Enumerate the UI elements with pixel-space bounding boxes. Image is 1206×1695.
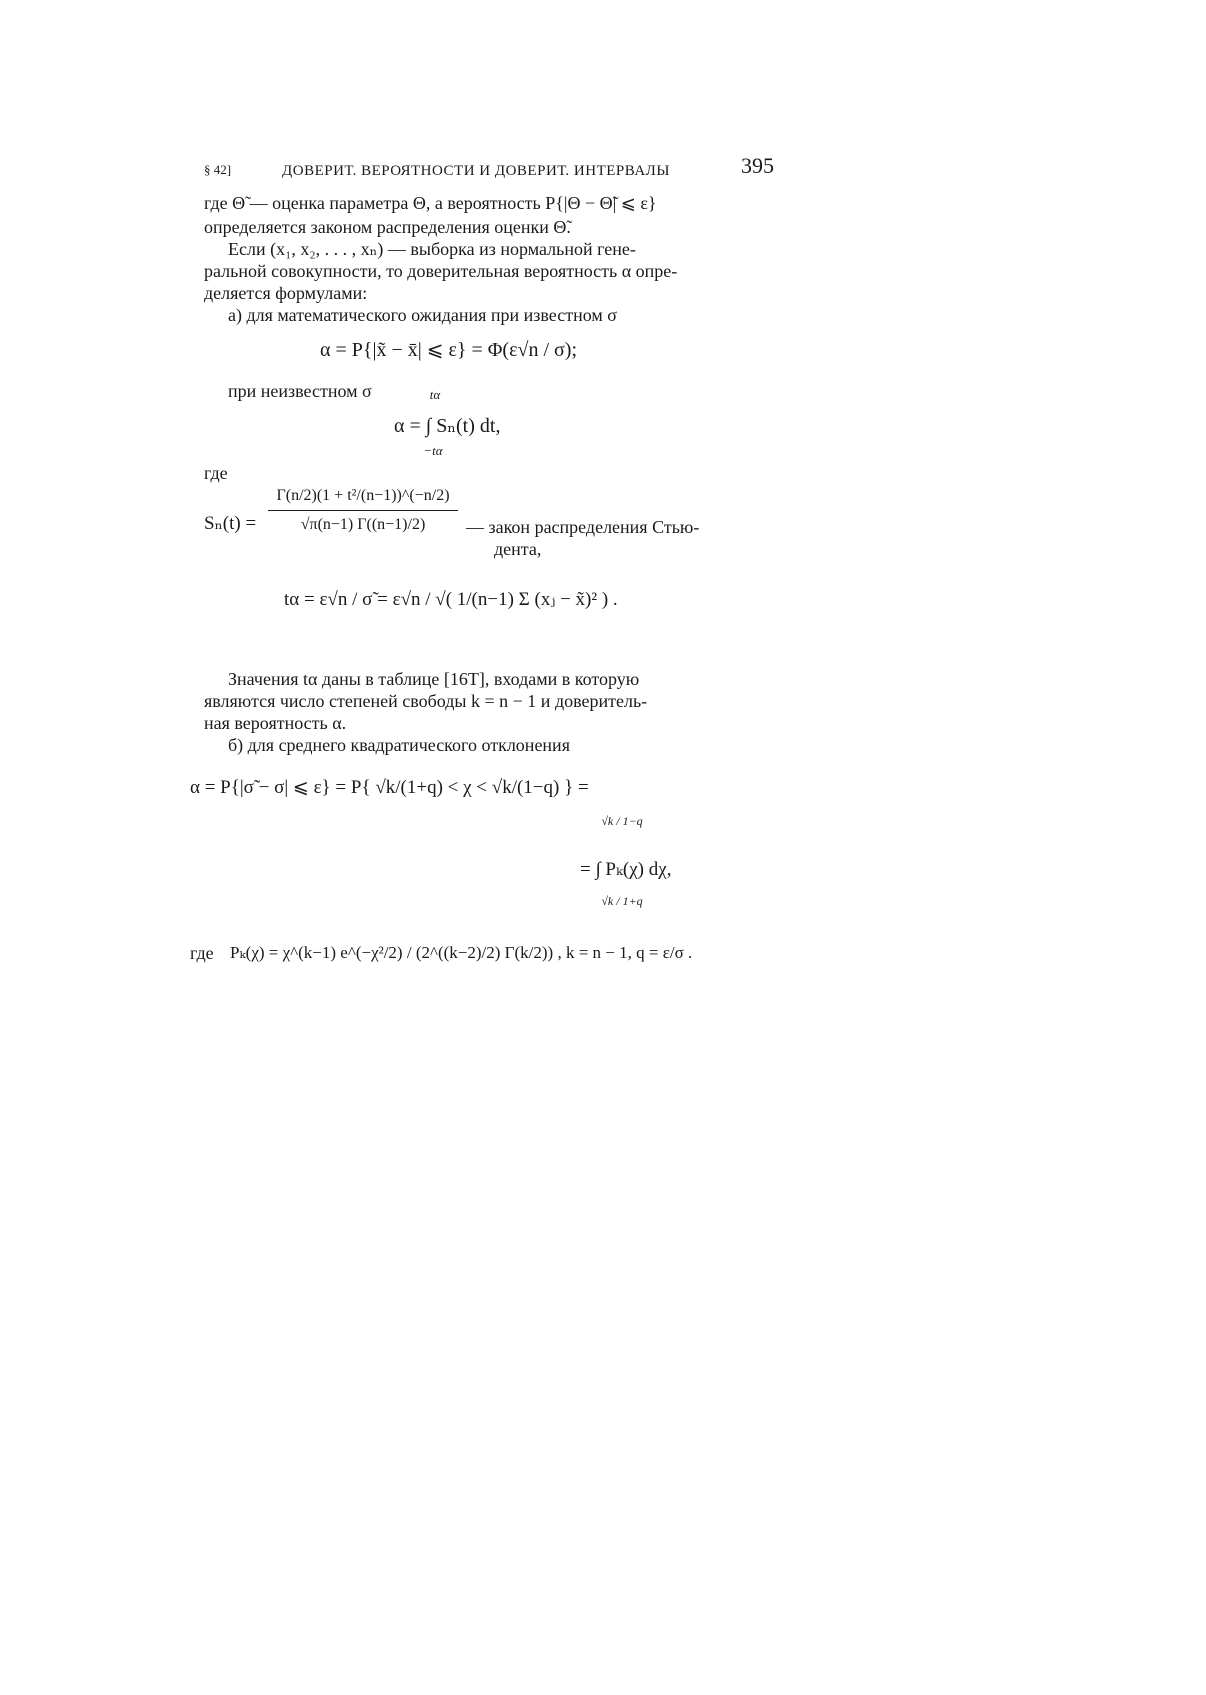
student-density-denominator: √π(n−1) Γ((n−1)/2): [300, 516, 426, 533]
lower-limit: √k / 1+q: [601, 894, 643, 908]
text-line: — закон распределения Стью-: [466, 517, 700, 537]
text-line: Если (x₁, x₂, . . . , xₙ) — выборка из нормальной гене-: [228, 239, 636, 259]
upper-limit: tα: [429, 387, 441, 402]
text-line: ральной совокупности, то доверительная вероятность α опре-: [204, 261, 678, 281]
text-line: деляется формулами:: [204, 283, 368, 303]
student-density-fraction: [268, 482, 458, 539]
running-title: ДОВЕРИТ. ВЕРОЯТНОСТИ И ДОВЕРИТ. ИНТЕРВАЛЫ: [282, 163, 670, 179]
equation-chi-density: Pₖ(χ) = χ^(k−1) e^(−χ²/2) / (2^((k−2)/2) Γ(k/2)) , k = n − 1, q = ε/σ .: [230, 943, 693, 962]
text-line: где: [190, 943, 214, 963]
equation-expectation-known-sigma: α = P{|x̃ − x̄| ⩽ ε} = Φ(ε√n / σ);: [320, 339, 578, 361]
integral-upper-box: [592, 814, 652, 829]
text-line: ная вероятность α.: [204, 713, 347, 733]
running-header: [204, 152, 784, 182]
section-number: § 42]: [204, 162, 232, 177]
lower-limit: −tα: [423, 443, 443, 458]
text-line: являются число степеней свободы k = n − 1 и доверитель-: [204, 691, 648, 711]
student-density-numerator: Γ(n/2)(1 + t²/(n−1))^(−n/2): [268, 482, 458, 511]
equation-t-alpha: tα = ε√n / σ̃ = ε√n / √( 1/(n−1) Σ (xⱼ − x̃)² ) .: [284, 589, 618, 610]
page-number: 395: [741, 153, 774, 178]
text-line: определяется законом распределения оценки Θ̃.: [204, 217, 571, 237]
integral-lower-box: [416, 444, 450, 458]
text-line: дента,: [494, 539, 542, 559]
text-line: Значения tα даны в таблице [16T], входами в которую: [228, 669, 640, 689]
integral-limits: [420, 388, 450, 402]
equation-std-deviation-line1: α = P{|σ̃ − σ| ⩽ ε} = P{ √k/(1+q) < χ < √k/(1−q) } =: [190, 777, 589, 798]
text-line: где: [204, 463, 228, 483]
student-density-lhs: Sₙ(t) =: [204, 513, 257, 534]
integral-lower-box: [592, 894, 652, 909]
text-line: б) для среднего квадратического отклонения: [228, 735, 570, 755]
equation-std-deviation-line2: = ∫ Pₖ(χ) dχ,: [580, 859, 672, 880]
text-line: при неизвестном σ: [228, 381, 372, 401]
upper-limit: √k / 1−q: [601, 814, 643, 828]
text-line: а) для математического ожидания при известном σ: [228, 305, 617, 325]
equation-integral-student: α = ∫ Sₙ(t) dt,: [394, 415, 501, 437]
text-line: где Θ̃ — оценка параметра Θ, а вероятность P{|Θ − Θ̃| ⩽ ε}: [204, 193, 657, 213]
